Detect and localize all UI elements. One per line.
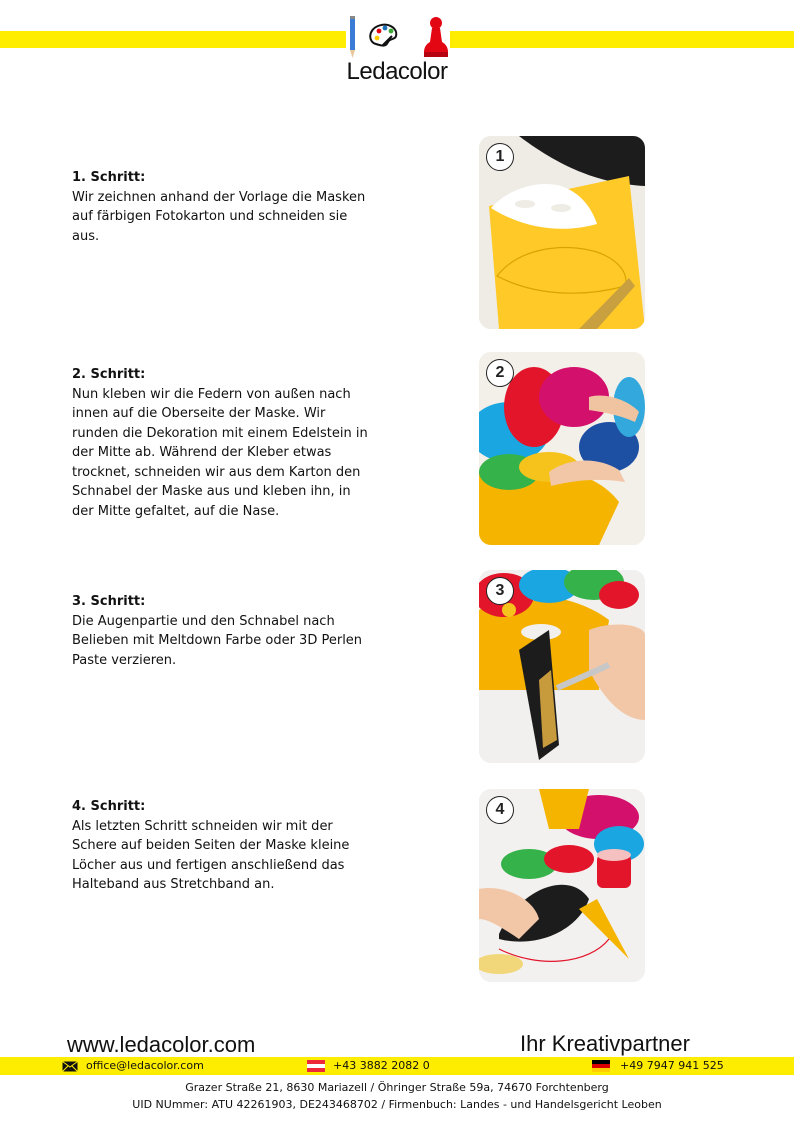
contact-phone-de[interactable] <box>592 1059 724 1073</box>
phone-de-text: +49 7947 941 525 <box>620 1059 724 1072</box>
step-4-badge: 4 <box>486 796 514 824</box>
step-4-title: 4. Schritt: <box>72 799 146 814</box>
step-3-text: Die Augenpartie und den Schnabel nach Belieben mit Meltdown Farbe oder 3D Perlen Paste verzieren. <box>72 613 363 668</box>
footer-claim: Ihr Kreativpartner <box>520 1031 690 1056</box>
step-2-title: 2. Schritt: <box>72 367 146 382</box>
contact-phone-at[interactable] <box>307 1059 430 1073</box>
germany-flag-icon <box>592 1060 610 1072</box>
step-3-photo <box>479 570 645 763</box>
step-1-text: Wir zeichnen anhand der Vorlage die Masken auf färbigen Fotokarton und schneiden sie aus. <box>72 189 366 244</box>
footer-website[interactable]: www.ledacolor.com <box>67 1032 256 1057</box>
email-text: office@ledacolor.com <box>86 1059 204 1072</box>
step-2-photo <box>479 352 645 545</box>
step-4 <box>72 797 372 895</box>
contact-email[interactable] <box>62 1059 204 1073</box>
step-1 <box>72 168 372 246</box>
step-1-photo <box>479 136 645 329</box>
step-4-photo <box>479 789 645 982</box>
step-1-badge: 1 <box>486 143 514 171</box>
logo-pencil-palette-pawn-icon <box>346 14 450 60</box>
step-3-badge: 3 <box>486 577 514 605</box>
step-1-title: 1. Schritt: <box>72 170 146 185</box>
step-2-text: Nun kleben wir die Federn von außen nach innen auf die Oberseite der Maske. Wir runden die Dekoration mit einem Edelstein in der Mitte ab. Während der Kleber etwas trocknet, schneiden wir aus dem Karton den Schnabel der Maske aus und kleben ihn, in der Mitte gefaltet, auf die Nase. <box>72 386 368 519</box>
step-2 <box>72 365 372 521</box>
phone-at-text: +43 3882 2082 0 <box>333 1059 430 1072</box>
step-3-title: 3. Schritt: <box>72 594 146 609</box>
step-2-badge: 2 <box>486 359 514 387</box>
step-3 <box>72 592 372 670</box>
logo-icons <box>346 14 450 60</box>
austria-flag-icon <box>307 1060 325 1072</box>
step-4-text: Als letzten Schritt schneiden wir mit der Schere auf beiden Seiten der Maske kleine Löcher aus und fertigen anschließend das Halteband aus Stretchband an. <box>72 818 350 892</box>
envelope-icon <box>62 1061 78 1072</box>
footer-legal: UID NUmmer: ATU 42261903, DE243468702 / Firmenbuch: Landes - und Handelsgericht Leoben <box>132 1098 662 1111</box>
footer-address: Grazer Straße 21, 8630 Mariazell / Öhringer Straße 59a, 74670 Forchtenberg <box>185 1081 609 1094</box>
brand-name: Ledacolor <box>346 58 448 85</box>
